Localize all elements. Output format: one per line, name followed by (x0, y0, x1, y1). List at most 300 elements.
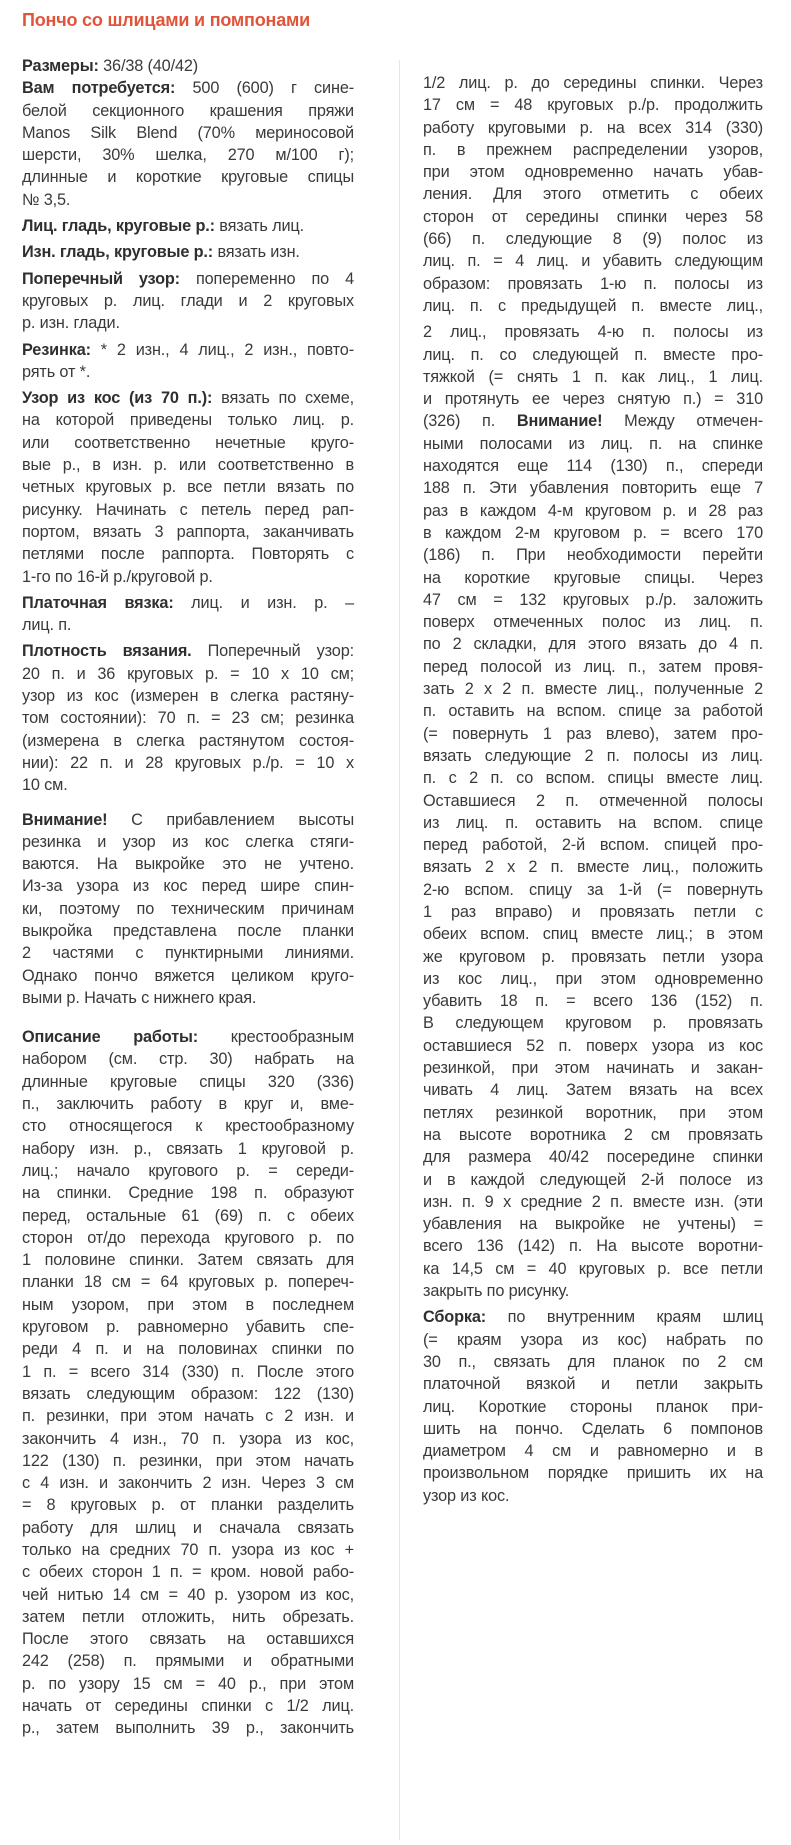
text-run: 2 частями с пунктирными линиями. (22, 944, 354, 963)
text-line (22, 144, 354, 166)
text-run: по внутренним краям шлиц (486, 1308, 763, 1327)
text-line (22, 685, 354, 707)
text-run: рять от *. (22, 362, 91, 381)
text-run: 1 раз вправо) и провязать петли с (423, 902, 763, 921)
text-line (22, 166, 354, 188)
text-run: В следующем круговом р. провязать (423, 1014, 763, 1033)
text-line (423, 968, 763, 990)
text-line (423, 410, 763, 432)
text-run: Поперечный узор: (191, 642, 354, 661)
text-line (22, 663, 354, 685)
text-line (22, 241, 354, 263)
text-run: петлями после раппорта. Повторять с (22, 545, 354, 564)
text-line (423, 700, 763, 722)
text-run: крестообразным (198, 1028, 354, 1047)
text-run: всего 136 (142) п. На высоте воротни- (423, 1237, 763, 1256)
text-line (423, 1057, 763, 1079)
text-line (22, 875, 354, 897)
text-run: планки 18 см = 64 круговых р. попереч- (22, 1273, 354, 1292)
text-line (22, 1271, 354, 1293)
text-run: 2-ю вспом. спицу за 1-й (= повернуть (423, 880, 763, 899)
text-run: После этого связать на оставшихся (22, 1630, 354, 1649)
text-line (22, 1361, 354, 1383)
text-line (423, 1440, 763, 1462)
text-line (22, 189, 354, 211)
article-title: Пончо со шлицами и помпонами (22, 10, 310, 30)
text-run: 47 см = 132 круговых р./р. заложить (423, 590, 763, 609)
paragraph (423, 72, 763, 317)
text-line (423, 1191, 763, 1213)
text-run: в каждом 2-м круговом р. = всего 170 (423, 523, 763, 542)
text-run: из лиц. п. оставить на вспом. спице (423, 813, 763, 832)
text-run: же круговом р. провязать петли узора (423, 947, 763, 966)
text-run: (= повернуть 1 раз влево), затем про- (423, 724, 763, 743)
text-run: узор из кос (измерен в слегка растяну- (22, 687, 354, 706)
text-line (22, 809, 354, 831)
text-run: набором (см. стр. 30) набрать на (22, 1050, 354, 1069)
text-line (22, 707, 354, 729)
text-line (22, 640, 354, 662)
text-run: Между отмечен- (602, 412, 763, 431)
text-line (22, 1450, 354, 1472)
text-run: поверх отмеченных полос из лиц. п. (423, 613, 763, 632)
text-line (423, 656, 763, 678)
text-line (423, 1079, 763, 1101)
text-line (22, 290, 354, 312)
text-line (22, 774, 354, 796)
text-line (423, 1462, 763, 1484)
text-line (423, 567, 763, 589)
text-run: и в каждой следующей 2-й полосе из (423, 1170, 763, 1189)
text-run: вязать изн. (213, 243, 300, 262)
text-run: вые р., в изн. р. или соответственно в (22, 456, 354, 475)
text-line (423, 990, 763, 1012)
text-run: на которой приведены только лиц. р. (22, 411, 354, 430)
bold-heading: Внимание! (516, 412, 603, 431)
text-run: вязать по схеме, (212, 389, 355, 408)
text-run: п. оставить на вспом. спице за работой (423, 702, 763, 721)
text-run: закрыть по рисунку. (423, 1282, 570, 1301)
text-run: работу для шлиц и сначала связать (22, 1518, 354, 1537)
text-run: ным узором, при этом в последнем (22, 1295, 354, 1314)
text-run: Однако пончо вяжется целиком круго- (22, 966, 354, 985)
text-run: п. в прежнем распределении узоров, (423, 140, 763, 159)
text-line (423, 522, 763, 544)
text-run: лиц. п. со следующей п. вместе про- (423, 345, 763, 364)
text-line (22, 55, 354, 77)
text-line (22, 1606, 354, 1628)
text-line (22, 215, 354, 237)
text-run: набору изн. р., связать 1 круговой р. (22, 1139, 354, 1158)
text-run: произвольном порядке пришить их на (423, 1464, 763, 1483)
text-run: на высоте воротника 2 см провязать (423, 1125, 763, 1144)
text-line (423, 183, 763, 205)
text-line (423, 321, 763, 343)
text-run: и протянуть ее через снятую п.) = 310 (423, 390, 763, 409)
text-line (22, 831, 354, 853)
text-run: р., затем выполнить 39 р., закончить (22, 1719, 354, 1738)
text-line (423, 723, 763, 745)
text-run: 17 см = 48 круговых р./р. продолжить (423, 96, 763, 115)
text-line (423, 161, 763, 183)
text-run: начать от середины спинки с 1/2 лиц. (22, 1697, 354, 1716)
text-run: портом, вязать 3 раппорта, заканчивать (22, 522, 354, 541)
text-line (423, 1258, 763, 1280)
text-run: ка 14,5 см = 40 круговых р. все петли (423, 1259, 763, 1278)
text-run: резинкой, при этом начинать и закан- (423, 1059, 763, 1078)
text-line (423, 1306, 763, 1328)
text-run: рисунку. Начинать с петель перед рап- (22, 500, 354, 519)
paragraph (22, 387, 354, 588)
text-line (423, 1280, 763, 1302)
text-line (423, 946, 763, 968)
text-line (22, 614, 354, 636)
text-line (423, 388, 763, 410)
text-run: на спинки. Средние 198 п. образуют (22, 1184, 354, 1203)
text-run: с 4 изн. и закончить 2 изн. Через 3 см (22, 1474, 354, 1493)
text-line (423, 1373, 763, 1395)
text-line (22, 920, 354, 942)
text-run: п., заключить работу в круг и, вме- (22, 1095, 354, 1114)
text-run: образом: провязать 1-ю п. полосы из (423, 274, 763, 293)
bold-heading: Внимание! (22, 810, 108, 829)
text-run: на короткие круговые спицы. Через (423, 568, 763, 587)
text-line (423, 745, 763, 767)
text-line (22, 454, 354, 476)
text-line (423, 433, 763, 455)
text-line (22, 361, 354, 383)
text-line (423, 901, 763, 923)
text-run: ления. Для этого отметить с обеих (423, 185, 763, 204)
text-run: попеременно по 4 (179, 269, 354, 288)
text-line (22, 77, 354, 99)
text-line (22, 499, 354, 521)
text-run: (326) п. (423, 412, 517, 431)
text-line (22, 1316, 354, 1338)
text-line (423, 1012, 763, 1034)
text-run: Из-за узора из кос перед шире спин- (22, 877, 354, 896)
text-run: платочной вязкой и петли закрыть (423, 1375, 763, 1394)
text-line (423, 1035, 763, 1057)
text-run: ными полосами из лиц. п. на спинке (423, 434, 763, 453)
text-line (423, 1146, 763, 1168)
text-run: 36/38 (40/42) (98, 57, 199, 75)
paragraph (22, 55, 354, 211)
text-line (423, 273, 763, 295)
text-run: узор из кос. (423, 1486, 510, 1505)
text-line (22, 1115, 354, 1137)
text-run: (186) п. При необходимости перейти (423, 546, 763, 565)
text-run: (измерена в слегка растянутом состоя- (22, 731, 354, 750)
text-run: для размера 40/42 посередине спинки (423, 1148, 763, 1167)
text-run: п. резинки, при этом начать с 2 изн. и (22, 1407, 354, 1426)
text-line (22, 1138, 354, 1160)
bold-heading: Вам потребуется: (22, 79, 176, 98)
text-run: вязать лиц. (214, 217, 304, 236)
text-line (22, 1182, 354, 1204)
text-line (423, 344, 763, 366)
text-run: закончить 4 изн., 70 п. узора из кос, (22, 1429, 354, 1448)
text-run: круговом р. равномерно убавить спе- (22, 1318, 354, 1337)
text-line (423, 117, 763, 139)
text-run: (= краям узора из кос) набрать по (423, 1330, 763, 1349)
text-run: 500 (600) г сине- (175, 79, 354, 98)
paragraph (423, 1306, 763, 1507)
text-run: лиц. п. (22, 616, 72, 635)
text-line (423, 366, 763, 388)
bold-heading: Платочная вязка: (22, 593, 174, 612)
text-run: при этом одновременно начать убав- (423, 163, 763, 182)
text-line (22, 476, 354, 498)
right-text-column (423, 72, 763, 1507)
text-line (22, 566, 354, 588)
text-run: четных круговых р. все петли вязать по (22, 478, 354, 497)
text-line (22, 592, 354, 614)
text-run: с обеих сторон 1 п. = кром. новой рабо- (22, 1563, 354, 1582)
text-line (22, 730, 354, 752)
text-line (423, 856, 763, 878)
text-line (423, 544, 763, 566)
text-run: 30 п., связать для планок по 2 см (423, 1352, 763, 1371)
text-line (22, 1071, 354, 1093)
text-line (22, 1584, 354, 1606)
text-run: петлях резинкой воротник, при этом (423, 1103, 763, 1122)
text-line (423, 1351, 763, 1373)
paragraph (22, 809, 354, 1010)
text-run: шерсти, 30% шелка, 270 м/100 г); (22, 146, 354, 165)
text-run: лиц. п. с предыдущей п. вместе лиц., (423, 296, 763, 315)
text-line (22, 1294, 354, 1316)
text-line (22, 1160, 354, 1182)
text-run: диаметром 4 см и равномерно и в (423, 1442, 763, 1461)
text-run: перед работой, 2-й вспом. спицей про- (423, 836, 763, 855)
text-line (423, 295, 763, 317)
text-line (22, 1650, 354, 1672)
text-run: шить на пончо. Сделать 6 помпонов (423, 1419, 763, 1438)
paragraph (22, 640, 354, 796)
text-line (423, 923, 763, 945)
bold-heading: Изн. гладь, круговые р.: (22, 243, 214, 262)
text-run: сто относящегося к крестообразному (22, 1117, 354, 1136)
text-run: 1-го по 16-й р./круговой р. (22, 567, 213, 586)
text-line (22, 1338, 354, 1360)
column-divider (399, 60, 400, 1840)
text-line (423, 1418, 763, 1440)
text-run: лиц. и изн. р. – (173, 593, 354, 612)
text-line (22, 1026, 354, 1048)
text-line (22, 1561, 354, 1583)
text-line (22, 1249, 354, 1271)
text-run: С прибавлением высоты (107, 810, 354, 829)
text-line (423, 500, 763, 522)
text-run: обеих вспом. спиц вместе лиц.; в этом (423, 925, 763, 944)
text-line (423, 94, 763, 116)
text-run: Manos Silk Blend (70% мериносовой (22, 123, 354, 142)
text-line (22, 1628, 354, 1650)
text-line (423, 1329, 763, 1351)
text-run: сторон от середины спинки через 58 (423, 207, 763, 226)
text-run: п. с 2 п. со вспом. спицы вместе лиц. (423, 769, 763, 788)
text-line (423, 72, 763, 94)
text-line (423, 228, 763, 250)
paragraph (423, 321, 763, 1302)
text-line (22, 339, 354, 361)
text-run: тяжкой (= снять 1 п. как лиц., 1 лиц. (423, 367, 763, 386)
text-run: р. изн. глади. (22, 314, 120, 333)
paragraph-gap (22, 797, 354, 809)
text-line (423, 790, 763, 812)
text-run: лиц. Короткие стороны планок при- (423, 1397, 763, 1416)
text-run: чивать 4 лиц. Затем вязать на всех (423, 1081, 763, 1100)
text-run: длинные и короткие круговые спицы (22, 168, 354, 187)
text-run: из кос лиц., при этом одновременно (423, 969, 763, 988)
text-line (22, 1093, 354, 1115)
text-line (22, 965, 354, 987)
text-run: работу круговыми р. на всех 314 (330) (423, 118, 763, 137)
text-line (22, 100, 354, 122)
text-line (22, 942, 354, 964)
text-run: выкройка представлена после планки (22, 921, 354, 940)
text-line (22, 1494, 354, 1516)
text-run: лиц. п. = 4 лиц. и убавить следующим (423, 252, 763, 271)
text-line (423, 1485, 763, 1507)
text-line (22, 543, 354, 565)
text-line (22, 387, 354, 409)
text-line (423, 611, 763, 633)
bold-heading: Поперечный узор: (22, 269, 180, 288)
text-line (423, 1169, 763, 1191)
text-run: убавить 18 п. = всего 136 (152) п. (423, 992, 763, 1011)
text-line (423, 812, 763, 834)
bold-heading: Узор из кос (из 70 п.): (22, 389, 213, 408)
text-run: р. по узору 15 см = 40 р., при этом (22, 1674, 354, 1693)
text-run: перед, остальные 61 (69) п. с обеих (22, 1206, 354, 1225)
bold-heading: Лиц. гладь, круговые р.: (22, 217, 215, 236)
text-run: вязать 2 х 2 п. вместе лиц., положить (423, 858, 763, 877)
text-line (423, 1124, 763, 1146)
paragraph (22, 592, 354, 637)
text-line (22, 312, 354, 334)
text-line (423, 589, 763, 611)
text-run: (66) п. следующие 8 (9) полос из (423, 230, 763, 249)
text-run: или соответственно нечетные круго- (22, 433, 354, 452)
text-run: вязать следующие 2 п. полосы из лиц. (423, 746, 763, 765)
text-line (22, 1383, 354, 1405)
text-run: = 8 круговых р. от планки разделить (22, 1496, 354, 1515)
text-run: том состоянии): 70 п. = 23 см; резинка (22, 709, 354, 728)
bold-heading: Описание работы: (22, 1028, 199, 1047)
text-line (423, 678, 763, 700)
text-line (22, 122, 354, 144)
text-run: сторон от/до перехода кругового р. по (22, 1228, 354, 1247)
text-line (22, 898, 354, 920)
text-line (22, 268, 354, 290)
text-run: 242 (258) п. прямыми и обратными (22, 1652, 354, 1671)
text-line (423, 1396, 763, 1418)
text-run: перед полосой из лиц. п., затем провя- (423, 657, 763, 676)
paragraph (22, 268, 354, 335)
text-line (423, 250, 763, 272)
text-run: 1 половине спинки. Затем связать для (22, 1251, 354, 1270)
text-line (423, 1102, 763, 1124)
paragraph (22, 339, 354, 384)
text-run: № 3,5. (22, 190, 71, 209)
text-line (423, 206, 763, 228)
text-run: 10 см. (22, 776, 68, 795)
text-run: лиц.; начало кругового р. = середи- (22, 1161, 354, 1180)
text-run: выми р. Начать с нижнего края. (22, 988, 257, 1007)
text-line (423, 1235, 763, 1257)
text-run: белой секционного крашения пряжи (22, 101, 354, 120)
text-line (22, 1472, 354, 1494)
bold-heading: Резинка: (22, 340, 91, 359)
text-line (22, 1695, 354, 1717)
text-line (22, 1405, 354, 1427)
text-run: изн. п. 9 х средние 2 п. вместе изн. (эти (423, 1192, 763, 1211)
text-run: круговых р. лиц. глади и 2 круговых (22, 291, 354, 310)
text-run: по 2 складки, для этого вязать до 4 п. (423, 635, 763, 654)
text-run: 188 п. Эти убавления повторить еще 7 (423, 479, 763, 498)
text-line (423, 455, 763, 477)
text-line (22, 1428, 354, 1450)
text-run: ки, поэтому по техническим причинам (22, 899, 354, 918)
text-line (22, 1517, 354, 1539)
text-line (22, 1205, 354, 1227)
text-line (423, 767, 763, 789)
paragraph (22, 1026, 354, 1740)
text-run: зать 2 х 2 п. вместе лиц., полученные 2 (423, 680, 763, 699)
text-run: резинка и узор из кос слегка стяги- (22, 832, 354, 851)
text-run: оставшиеся 52 п. поверх узора из кос (423, 1036, 763, 1055)
bold-heading: Сборка: (423, 1308, 487, 1327)
text-run: 2 лиц., провязать 4-ю п. полосы из (423, 323, 763, 342)
text-run: нии): 22 п. и 28 круговых р./р. = 10 х (22, 753, 354, 772)
text-line (423, 139, 763, 161)
text-run: ваются. На выкройке это не учтено. (22, 855, 354, 874)
text-run: 1/2 лиц. р. до середины спинки. Через (423, 74, 763, 92)
text-line (22, 1048, 354, 1070)
paragraph (22, 215, 354, 237)
text-line (22, 521, 354, 543)
text-line (22, 1227, 354, 1249)
left-text-column (22, 55, 354, 1740)
text-line (423, 834, 763, 856)
text-run: затем петли отложить, нить обрезать. (22, 1607, 354, 1626)
text-line (22, 409, 354, 431)
text-run: 122 (130) п. резинки, при этом начать (22, 1451, 354, 1470)
text-line (22, 1673, 354, 1695)
text-line (22, 1539, 354, 1561)
text-line (22, 432, 354, 454)
text-run: Оставшиеся 2 п. отмеченной полосы (423, 791, 763, 810)
text-run: длинные круговые спицы 320 (336) (22, 1072, 354, 1091)
text-run: реди 4 п. и на половинах спинки по (22, 1340, 354, 1359)
bold-heading: Плотность вязания. (22, 642, 192, 661)
text-run: только на средних 70 п. узора из кос + (22, 1541, 354, 1559)
text-run: 1 п. = всего 314 (330) п. После этого (22, 1362, 354, 1381)
text-line (22, 853, 354, 875)
text-run: убавления на выкройке не учтены) = (423, 1215, 763, 1234)
bold-heading: Размеры: (22, 57, 99, 75)
text-line (22, 987, 354, 1009)
text-line (423, 1213, 763, 1235)
text-run: раз в каждом 4-м круговом р. и 28 раз (423, 501, 763, 520)
text-run: находятся еще 114 (130) п., спереди (423, 457, 763, 476)
paragraph-gap (22, 1009, 354, 1026)
text-line (22, 1717, 354, 1739)
text-run: * 2 изн., 4 лиц., 2 изн., повто- (90, 340, 354, 359)
text-line (423, 879, 763, 901)
